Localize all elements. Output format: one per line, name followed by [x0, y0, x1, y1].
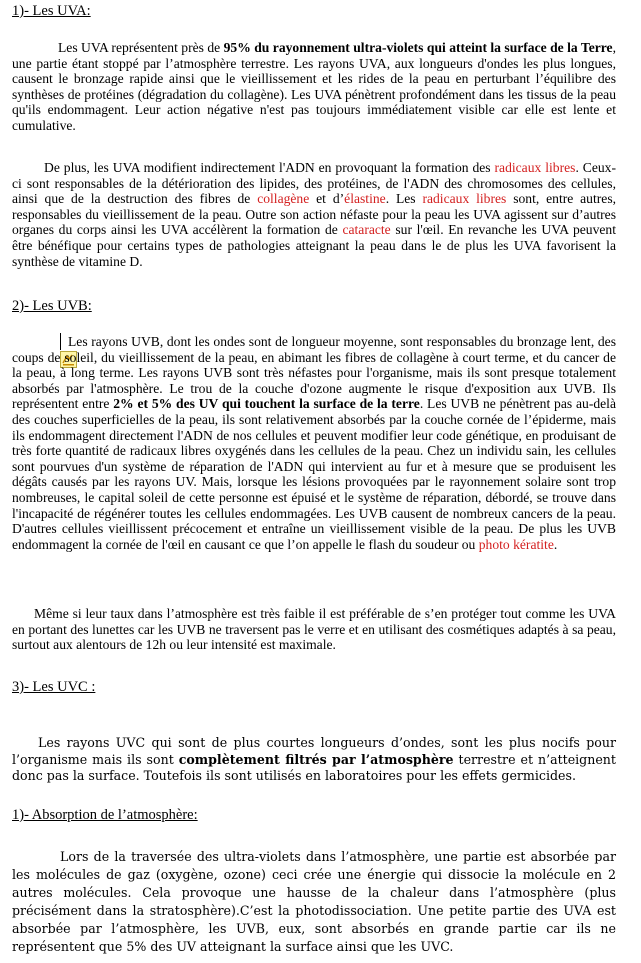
paragraph-uvc: Les rayons UVC qui sont de plus courtes longueurs d’ondes, sont les plus nocifs pour l’organisme mais ils sont complètement filtrés par l’atmosphère terrestre et n’atteignent donc pas la surface. Toutefois ils sont utilisés en laboratoires pour les effets germicides.	[12, 735, 616, 783]
heading-uvb: 2)- Les UVB:	[12, 298, 92, 314]
link-photo-keratite[interactable]: photo kératite	[478, 536, 554, 552]
paragraph-uvb-protection: Même si leur taux dans l’atmosphère est très faible il est préférable de s’en protéger tout comme les UVA en portant des lunettes car les UVB ne traversent pas le verre et en utilisant des cosmétiques adaptés à sa peau, surtout aux alentours de 12h ou leur intensité est maximale.	[12, 606, 616, 653]
uvb-percentage-bold: 2% et 5% des UV qui touchent la surface de la terre	[113, 396, 420, 412]
link-collagene[interactable]: collagène	[257, 191, 310, 207]
uva-percentage-bold: 95% du rayonnement ultra-violets qui atteint la surface de la Terre	[223, 40, 613, 55]
heading-uva: 1)- Les UVA:	[12, 3, 91, 19]
paragraph-uvb: Les rayons UVB, dont les ondes sont de longueur moyenne, sont responsables du bronzage lent, des coups de soleil, du vieillissement de la peau, en abimant les fibres de collagène à court terme, et du cancer de la peau, à long terme. Les rayons UVB sont très néfastes pour l'organisme, mais ils sont presque totalement absorbés par l'atmosphère. Le trou de la couche d'ozone augmente le risque d'exposition aux UVB. Ils représentent entre 2% et 5% des UV qui touchent la surface de la terre. Les UVB ne pénètrent pas au-delà des couches superficielles de la peau, ils sont relativement absorbés par la couche cornée de l’épiderme, mais ils endommagent directement l'ADN de nos cellules et peuvent modifier leur code génétique, en produisant de très forte quantité de radicaux libres oxygénés dans les cellules de la peau. Chez un individu sain, les cellules sont pourvues d'un système de réparation de l'ADN qui intervient au fur et à mesure que se produisent les dégâts causés par les rayons UV. Mais, lorsque les lésions provoquées par le rayonnement solaire sont trop nombreuses, le capital soleil de cette personne est épuisé et le système de réparation, débordé, se trouve dans l'incapacité de régénérer toutes les cellules endommagées. Les UVB causent de nombreux cancers de la peau. D'autres cellules vieillissent précocement et entraîne un vieillissement visible de la peau. De plus les UVB endommagent la cornée de l'œil en causant ce que l’on appelle le flash du soudeur ou photo kératite.	[12, 334, 616, 552]
link-radicaux-libres-2[interactable]: radicaux libres	[422, 191, 507, 207]
link-elastine[interactable]: élastine	[344, 191, 386, 207]
heading-uvc: 3)- Les UVC :	[12, 679, 96, 695]
link-cataracte[interactable]: cataracte	[342, 222, 391, 238]
paragraph-absorption: Lors de la traversée des ultra-violets dans l’atmosphère, une partie est absorbée par les molécules de gaz (oxygène, ozone) ceci crée une énergie qui dissocie la molécule en 2 autres molécules. Cela provoque une hausse de la chaleur dans l’atmosphère (plus précisément dans la stratosphère).C’est la photodissociation. Une petite partie des UVA est absorbée par l’atmosphère, les UVB, eux, sont absorbés en grande partie car ils ne représentent que 5% des UV atteignant la surface ainsi que les UVC.	[12, 849, 616, 954]
paragraph-uva-adn: De plus, les UVA modifient indirectement l'ADN en provoquant la formation des radicaux libres. Ceux-ci sont responsables de la détérioration des lipides, des protéines, de l'ADN des chromosomes des cellules, ainsi que de la destruction des fibres de collagène et d’élastine. Les radicaux libres sont, entre autres, responsables du vieillissement de la peau. Outre son action néfaste pour la peau les UVA agissent sur d’autres organes du corps ainsi les UVA accélèrent la formation de cataracte sur l'œil. En revanche les UVA peuvent être bénéfique pour certains types de pathologies atteignant la peau dans le de plus les UVA favorisent la synthèse de vitamine D.	[12, 160, 617, 269]
paragraph-uva-intro: Les UVA représentent près de 95% du rayonnement ultra-violets qui atteint la surface de la Terre, une partie étant stoppé par l’atmosphère terrestre. Les rayons UVA, aux longueurs d'ondes les plus longues, causent le bronzage rapide ainsi que le vieillissement et les rides de la peau en perturbant l’équilibre des synthèses de protéines (dégradation du collagène). Les UVA pénètrent profondément dans les tissus de la peau qu'ils endommagent. Leur action négative n'est pas toujours immédiatement visible car elle est lente et cumulative.	[12, 40, 616, 133]
heading-absorption: 1)- Absorption de l’atmosphère:	[12, 807, 198, 823]
link-radicaux-libres[interactable]: radicaux libres	[494, 160, 576, 175]
uvc-filtered-bold: complètement filtrés par l’atmosphère	[178, 751, 454, 767]
